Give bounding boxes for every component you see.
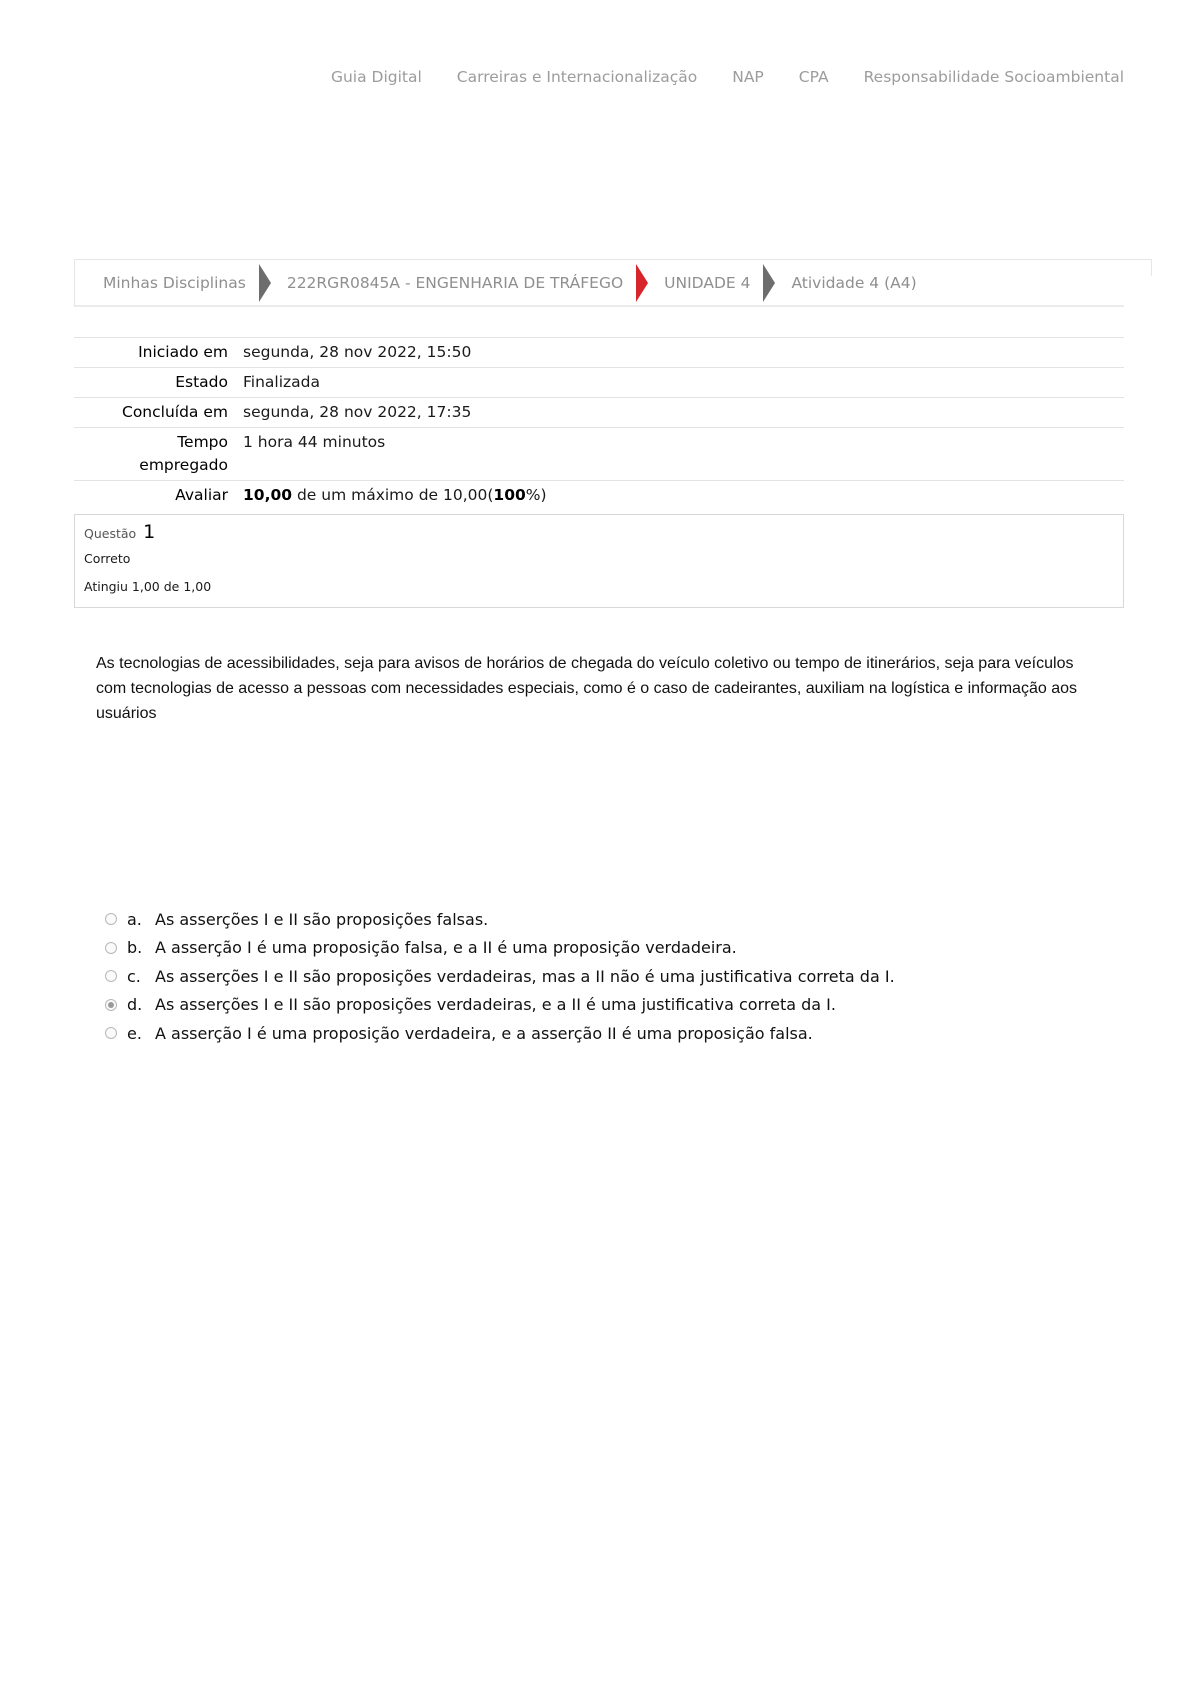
answer-option-e[interactable] bbox=[105, 1019, 895, 1048]
grade-label: Avaliar bbox=[175, 486, 228, 504]
top-navigation bbox=[296, 68, 1124, 86]
radio-button[interactable] bbox=[105, 1027, 117, 1039]
time-label-line2: empregado bbox=[139, 456, 228, 474]
answer-text: A asserção I é uma proposição falsa, e a II é uma proposição verdadeira. bbox=[155, 938, 737, 958]
answer-text: A asserção I é uma proposição verdadeira, e a asserção II é uma proposição falsa. bbox=[155, 1023, 813, 1043]
breadcrumb bbox=[74, 259, 1124, 307]
radio-button[interactable] bbox=[105, 913, 117, 925]
answer-option-c[interactable] bbox=[105, 962, 895, 991]
time-label bbox=[74, 428, 243, 481]
question-text-line: usuários bbox=[96, 705, 157, 722]
started-value: segunda, 28 nov 2022, 15:50 bbox=[243, 343, 472, 361]
answer-letter: c. bbox=[127, 966, 141, 986]
question-text bbox=[96, 651, 1106, 726]
state-label: Estado bbox=[175, 373, 228, 391]
answer-text: As asserções I e II são proposições verdadeiras, e a II é uma justificativa correta da I. bbox=[155, 995, 836, 1015]
breadcrumb-separator-icon bbox=[763, 264, 775, 302]
answer-options bbox=[105, 905, 895, 1048]
answer-text: As asserções I e II são proposições verdadeiras, mas a II não é uma justificativa correta da I. bbox=[155, 966, 895, 986]
completed-label: Concluída em bbox=[122, 403, 228, 421]
summary-row-time bbox=[74, 428, 1124, 481]
nav-link-guia-digital[interactable]: Guia Digital bbox=[330, 68, 422, 86]
radio-button[interactable] bbox=[105, 942, 117, 954]
breadcrumb-separator-icon bbox=[636, 264, 648, 302]
question-info-box bbox=[74, 514, 1124, 608]
answer-option-d[interactable] bbox=[105, 991, 895, 1020]
question-number-value: 1 bbox=[143, 521, 156, 543]
breadcrumb-item-unit[interactable]: UNIDADE 4 bbox=[664, 273, 751, 292]
time-label-line1: Tempo bbox=[177, 433, 228, 451]
grade-score: 10,00 bbox=[243, 486, 293, 504]
breadcrumb-separator-icon bbox=[259, 264, 271, 302]
breadcrumb-item-disciplinas[interactable]: Minhas Disciplinas bbox=[103, 273, 246, 292]
completed-value: segunda, 28 nov 2022, 17:35 bbox=[243, 403, 472, 421]
answer-option-a[interactable] bbox=[105, 905, 895, 934]
state-value: Finalizada bbox=[243, 373, 321, 391]
question-number bbox=[84, 521, 1123, 545]
grade-percent: 100 bbox=[493, 486, 526, 504]
breadcrumb-item-activity[interactable]: Atividade 4 (A4) bbox=[791, 273, 917, 292]
question-grade: Atingiu 1,00 de 1,00 bbox=[84, 579, 212, 594]
question-text-line: As tecnologias de acessibilidades, seja para avisos de horários de chegada do veículo coletivo ou tempo de itinerários, seja para veículos bbox=[96, 655, 1074, 672]
grade-percent-suffix: %) bbox=[525, 486, 547, 504]
summary-row-state bbox=[74, 368, 1124, 398]
summary-row-completed bbox=[74, 398, 1124, 428]
attempt-summary-table bbox=[74, 337, 1124, 510]
answer-letter: b. bbox=[127, 938, 143, 958]
answer-letter: d. bbox=[127, 995, 143, 1015]
answer-letter: a. bbox=[127, 909, 142, 929]
radio-button[interactable] bbox=[105, 970, 117, 982]
answer-option-b[interactable] bbox=[105, 934, 895, 963]
nav-link-nap[interactable]: NAP bbox=[732, 68, 764, 86]
question-label: Questão bbox=[84, 526, 137, 541]
grade-value bbox=[243, 481, 1124, 511]
question-text-line: com tecnologias de acesso a pessoas com necessidades especiais, como é o caso de cadeirantes, auxiliam na logística e informação aos bbox=[96, 680, 1077, 697]
grade-max: de um máximo de 10,00( bbox=[292, 486, 494, 504]
nav-link-cpa[interactable]: CPA bbox=[798, 68, 829, 86]
answer-letter: e. bbox=[127, 1023, 142, 1043]
summary-row-grade bbox=[74, 481, 1124, 511]
summary-row-started bbox=[74, 338, 1124, 368]
nav-link-responsabilidade[interactable]: Responsabilidade Socioambiental bbox=[863, 68, 1124, 86]
breadcrumb-item-course[interactable]: 222RGR0845A - ENGENHARIA DE TRÁFEGO bbox=[286, 273, 624, 292]
answer-text: As asserções I e II são proposições falsas. bbox=[155, 909, 489, 929]
question-state: Correto bbox=[84, 551, 131, 566]
radio-button-selected[interactable] bbox=[105, 999, 117, 1011]
started-label: Iniciado em bbox=[138, 343, 228, 361]
time-value: 1 hora 44 minutos bbox=[243, 433, 386, 451]
nav-link-carreiras[interactable]: Carreiras e Internacionalização bbox=[456, 68, 698, 86]
